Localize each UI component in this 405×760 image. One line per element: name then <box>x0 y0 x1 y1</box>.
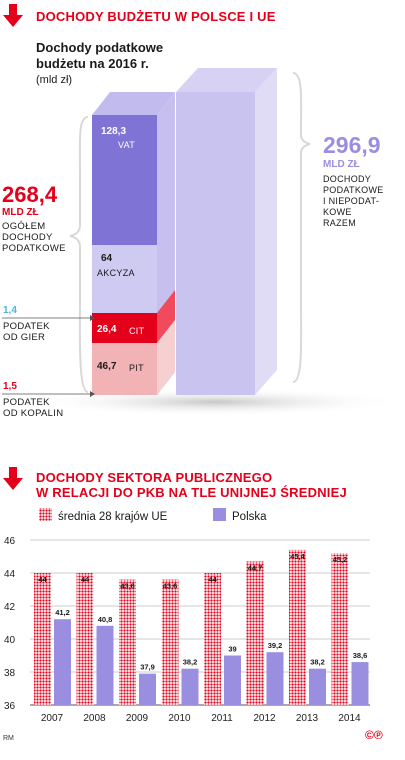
legend-eu-swatch <box>39 508 52 521</box>
total-all-unit: MLD ZŁ <box>323 159 360 170</box>
publisher-logo: ©℗ <box>365 728 383 742</box>
bar-eu-2012 <box>247 561 264 705</box>
data-label-pl: 41,2 <box>55 608 70 618</box>
section1-heading: DOCHODY BUDŻETU W POLSCE I UE <box>36 9 276 24</box>
pit-label: PIT <box>129 363 144 373</box>
y-tick-label: 40 <box>4 635 16 646</box>
total-all-label-4: KOWE <box>323 207 352 217</box>
bar-eu-2014 <box>332 553 349 705</box>
y-tick-label: 42 <box>4 602 16 613</box>
bar-eu-2008 <box>77 573 94 705</box>
total-all-label-2: PODATKOWE <box>323 185 384 195</box>
chart1-subtitle-line1: Dochody podatkowe <box>36 40 164 55</box>
vat-label: VAT <box>118 140 136 150</box>
bar-pl-2013 <box>309 669 326 705</box>
section2-heading-line2: W RELACJI DO PKB NA TLE UNIJNEJ ŚREDNIEJ <box>36 485 347 500</box>
bar-eu-2010 <box>162 580 179 705</box>
bar-eu-2013 <box>289 550 306 705</box>
x-tick-label: 2014 <box>338 713 361 724</box>
stacked-column <box>92 92 175 395</box>
legend <box>39 508 267 523</box>
x-tick-label: 2008 <box>83 713 106 724</box>
right-brace <box>293 73 310 382</box>
bar-pl-2012 <box>267 652 284 705</box>
legend-pl-label: Polska <box>232 511 267 523</box>
total-all-label-5: RAZEM <box>323 218 356 228</box>
cit-label: CIT <box>129 326 145 336</box>
x-tick-label: 2009 <box>125 713 149 724</box>
red-down-arrow-icon-2 <box>2 467 24 491</box>
gier-label-1: PODATEK <box>3 321 50 332</box>
akcyza-label: AKCYZA <box>97 268 135 278</box>
y-tick-label: 46 <box>4 536 16 547</box>
x-tick-label: 2007 <box>40 713 64 724</box>
x-tick-label: 2013 <box>295 713 319 724</box>
kopalin-value: 1,5 <box>3 381 17 392</box>
legend-eu-label: średnia 28 krajów UE <box>58 511 168 523</box>
bar-pl-2009 <box>139 674 156 705</box>
data-label-eu: 43,6 <box>120 581 135 591</box>
chart1-subtitle-line2: budżetu na 2016 r. <box>36 56 149 71</box>
data-label-eu: 45,4 <box>290 551 305 561</box>
total-all-label-1: DOCHODY <box>323 174 372 184</box>
section2-heading-line1: DOCHODY SEKTORA PUBLICZNEGO <box>36 470 273 485</box>
total-all-value: 296,9 <box>323 132 381 158</box>
total-tax-label-1: OGÓŁEM <box>2 221 46 232</box>
total-tax-unit: MLD ZŁ <box>2 207 39 218</box>
bar-eu-2011 <box>204 573 221 705</box>
left-brace <box>70 117 88 392</box>
data-label-pl: 40,8 <box>97 614 113 624</box>
total-all-label-3: I NIEPODAT- <box>323 196 380 206</box>
data-label-eu: 45,2 <box>332 555 348 565</box>
data-label-eu: 43,6 <box>162 581 178 591</box>
x-tick-label: 2012 <box>253 713 276 724</box>
total-front-face <box>176 92 255 395</box>
pit-value: 46,7 <box>97 361 117 372</box>
x-tick-label: 2010 <box>168 713 191 724</box>
y-tick-label: 38 <box>4 668 16 679</box>
data-label-pl: 38,2 <box>182 657 198 667</box>
pkb-bar-chart <box>0 500 405 730</box>
y-tick-label: 44 <box>4 569 16 580</box>
data-label-eu: 44,7 <box>247 563 263 573</box>
gier-label-2: OD GIER <box>3 332 46 343</box>
bar-pl-2008 <box>97 626 114 705</box>
bar-eu-2007 <box>34 573 51 705</box>
credit-left: RM <box>3 735 14 742</box>
bar-pl-2011 <box>224 656 241 706</box>
total-tax-value: 268,4 <box>2 182 58 207</box>
bar-pl-2014 <box>352 662 369 705</box>
data-label-pl: 39,2 <box>267 641 283 651</box>
data-label-pl: 39 <box>228 644 237 654</box>
legend-pl-swatch <box>213 508 226 521</box>
chart1-unit: (mld zł) <box>36 74 73 86</box>
total-side-face <box>255 68 277 395</box>
total-tax-label-3: PODATKOWE <box>2 243 66 254</box>
data-label-eu: 44 <box>208 575 217 584</box>
akcyza-value: 64 <box>101 253 113 264</box>
gier-value: 1,4 <box>3 305 17 316</box>
total-tax-label-2: DOCHODY <box>2 232 53 243</box>
x-tick-label: 2011 <box>211 713 233 724</box>
bar-eu-2009 <box>119 580 136 705</box>
kopalin-label-1: PODATEK <box>3 397 50 408</box>
bar-pl-2007 <box>54 619 71 705</box>
data-label-pl: 37,9 <box>140 662 155 672</box>
bar-pl-2010 <box>182 669 199 705</box>
cit-value: 26,4 <box>97 324 117 335</box>
data-label-pl: 38,6 <box>352 651 368 661</box>
data-label-eu: 44 <box>80 575 90 584</box>
data-label-eu: 44 <box>38 575 47 584</box>
total-column <box>176 68 277 395</box>
data-label-pl: 38,2 <box>310 657 325 667</box>
vat-value: 128,3 <box>101 126 127 137</box>
y-tick-label: 36 <box>4 701 16 712</box>
kopalin-label-2: OD KOPALIN <box>3 408 64 419</box>
